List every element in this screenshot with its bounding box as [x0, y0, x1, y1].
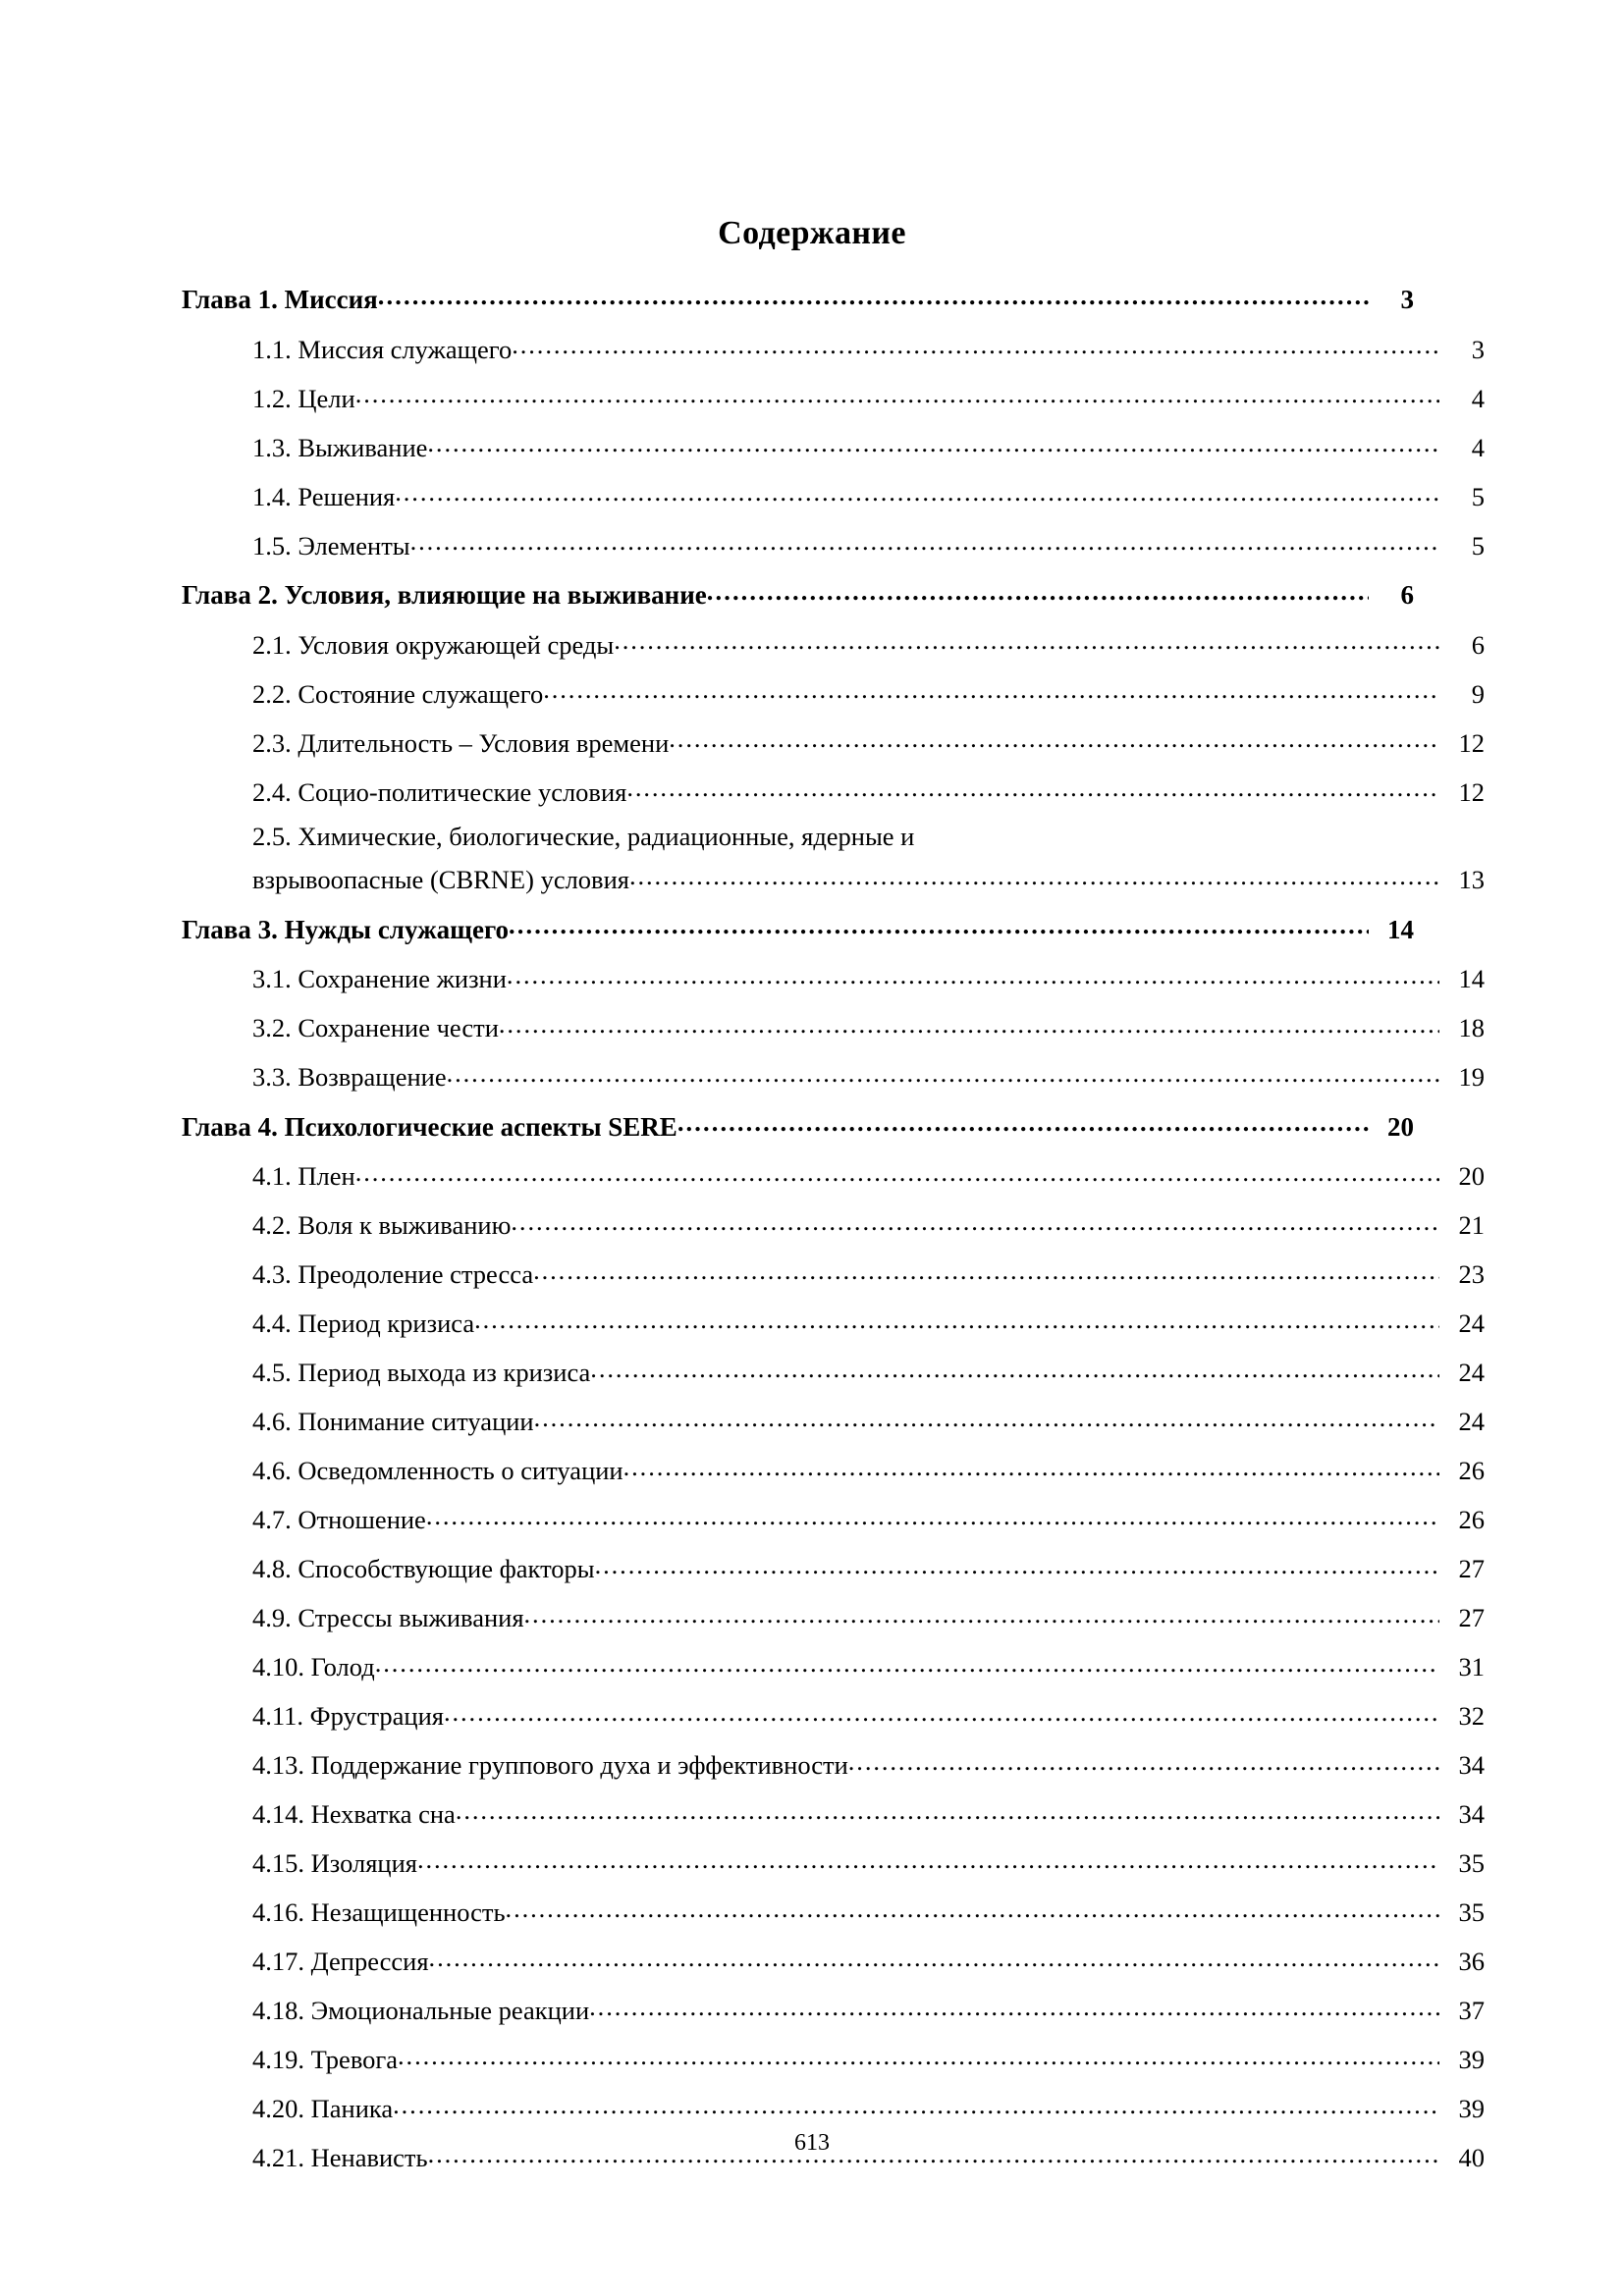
- toc-page-number: 19: [1458, 1062, 1485, 1092]
- toc-entry-label: Глава 4. Психологические аспекты SERE: [182, 1111, 677, 1142]
- toc-leader-dots: [848, 1748, 1439, 1775]
- toc-entry-label: 4.4. Период кризиса: [252, 1308, 475, 1338]
- toc-leader-dots: [626, 774, 1439, 801]
- toc-entry-label: 1.1. Миссия служащего: [252, 334, 513, 364]
- toc-entry-label: 4.19. Тревога: [252, 2045, 399, 2074]
- toc-entry-label: 4.18. Эмоциональные реакции: [252, 1996, 590, 2025]
- toc-entry[interactable]: [182, 1846, 1485, 1877]
- toc-page-number: 23: [1458, 1259, 1485, 1289]
- toc-entry[interactable]: [182, 1060, 1485, 1091]
- toc-page-number: 5: [1471, 481, 1485, 511]
- toc-entry[interactable]: [182, 1503, 1485, 1533]
- toc-entry[interactable]: [182, 725, 1485, 756]
- toc-leader-dots: [393, 2092, 1439, 2118]
- toc-page-number: 12: [1458, 776, 1485, 807]
- toc-entry-label: 4.2. Воля к выживанию: [252, 1210, 512, 1240]
- toc-page-number: 14: [1387, 914, 1414, 944]
- toc-leader-dots: [474, 1307, 1439, 1333]
- toc-entry[interactable]: [182, 577, 1414, 609]
- toc-leader-dots: [410, 528, 1439, 555]
- toc-entry-label: Глава 2. Условия, влияющие на выживание: [182, 580, 707, 610]
- toc-entry[interactable]: [182, 676, 1485, 707]
- toc-entry-label-continued: взрывоопасные (CBRNE) условия: [252, 865, 629, 894]
- toc-entry-label: 4.21. Ненависть: [252, 2143, 428, 2172]
- toc-entry-label: 3.2. Сохранение чести: [252, 1013, 499, 1042]
- toc-entry-label: 4.20. Паника: [252, 2094, 394, 2123]
- toc-leader-dots: [429, 1945, 1439, 1971]
- toc-entry-label: 4.15. Изоляция: [252, 1848, 417, 1878]
- toc-entry-label: 4.17. Депрессия: [252, 1947, 429, 1976]
- toc-page-number: 4: [1471, 383, 1485, 413]
- toc-leader-dots: [512, 332, 1439, 358]
- toc-entry-label: 2.3. Длительность – Условия времени: [252, 727, 670, 758]
- toc-entry[interactable]: [182, 282, 1414, 313]
- toc-leader-dots: [395, 479, 1439, 506]
- toc-entry[interactable]: [182, 1699, 1485, 1730]
- toc-page-number: 4: [1471, 432, 1485, 462]
- toc-entry[interactable]: [182, 1552, 1485, 1582]
- toc-leader-dots: [444, 1699, 1439, 1726]
- toc-leader-dots: [375, 1650, 1439, 1677]
- toc-leader-dots: [509, 912, 1369, 938]
- toc-entry-label: 4.16. Незащищенность: [252, 1897, 506, 1927]
- toc-entry-label: 4.6. Понимание ситуации: [252, 1407, 534, 1436]
- toc-entry[interactable]: [182, 2043, 1485, 2073]
- toc-entry[interactable]: [182, 1650, 1485, 1681]
- toc-entry-label: Глава 3. Нужды служащего: [182, 914, 510, 944]
- toc-entry[interactable]: [182, 430, 1485, 460]
- toc-leader-dots: [524, 1601, 1439, 1628]
- footer-page-number: 613: [794, 2130, 830, 2156]
- toc-leader-dots: [378, 282, 1369, 308]
- toc-entry[interactable]: [182, 1601, 1485, 1631]
- toc-leader-dots: [398, 2043, 1439, 2069]
- toc-entry[interactable]: [182, 2092, 1485, 2122]
- toc-leader-dots: [590, 1356, 1439, 1382]
- toc-leader-dots: [669, 725, 1439, 752]
- toc-entry-label: 3.3. Возвращение: [252, 1062, 447, 1092]
- toc-page-number: 39: [1458, 2045, 1485, 2074]
- toc-page-number: 14: [1458, 964, 1485, 993]
- toc-leader-dots: [543, 676, 1439, 703]
- toc-entry[interactable]: [182, 1994, 1485, 2024]
- toc-entry[interactable]: [182, 1454, 1485, 1484]
- toc-page-number: 3: [1471, 334, 1485, 364]
- toc-entry[interactable]: [182, 1356, 1485, 1386]
- toc-page-number: 34: [1458, 1750, 1485, 1780]
- toc-page-number: 27: [1458, 1554, 1485, 1583]
- toc-entry[interactable]: [182, 1208, 1485, 1239]
- toc-leader-dots: [533, 1257, 1439, 1284]
- toc-page-number: 24: [1458, 1407, 1485, 1436]
- toc-page-number: 26: [1458, 1505, 1485, 1534]
- toc-entry-label: 4.8. Способствующие факторы: [252, 1554, 595, 1583]
- toc-page-number: 34: [1458, 1799, 1485, 1829]
- toc-entry-label: 4.6. Осведомленность о ситуации: [252, 1456, 623, 1485]
- table-of-contents: [182, 282, 1485, 2190]
- toc-entry-label: 4.9. Стрессы выживания: [252, 1603, 524, 1632]
- toc-leader-dots: [589, 1994, 1439, 2020]
- toc-leader-dots: [427, 430, 1439, 456]
- toc-leader-dots: [506, 1896, 1439, 1922]
- toc-entry-label: 4.1. Плен: [252, 1161, 355, 1191]
- toc-entry[interactable]: [182, 824, 1485, 893]
- toc-entry-label: 2.2. Состояние служащего: [252, 678, 544, 709]
- toc-page-number: 20: [1387, 1111, 1414, 1142]
- toc-leader-dots: [417, 1846, 1439, 1873]
- toc-page-number: 12: [1458, 727, 1485, 758]
- toc-page-number: 6: [1400, 580, 1414, 610]
- toc-leader-dots: [426, 1503, 1439, 1529]
- toc-entry-label: 4.11. Фрустрация: [252, 1701, 444, 1731]
- toc-entry-label: 4.10. Голод: [252, 1652, 375, 1682]
- toc-page-number: 24: [1458, 1358, 1485, 1387]
- toc-page-number: 35: [1458, 1848, 1485, 1878]
- toc-entry-label: 4.13. Поддержание группового духа и эффективности: [252, 1750, 848, 1780]
- toc-entry-label: 1.2. Цели: [252, 383, 355, 413]
- toc-entry-label: 1.4. Решения: [252, 481, 396, 511]
- toc-entry[interactable]: [182, 962, 1485, 992]
- toc-entry-label: 2.1. Условия окружающей среды: [252, 629, 615, 660]
- toc-entry[interactable]: [182, 332, 1485, 362]
- toc-leader-dots: [447, 1060, 1439, 1087]
- toc-entry[interactable]: [182, 1109, 1414, 1141]
- toc-entry[interactable]: [182, 1748, 1485, 1779]
- toc-entry[interactable]: [182, 381, 1485, 411]
- toc-page-number: 39: [1458, 2094, 1485, 2123]
- toc-page-number: 36: [1458, 1947, 1485, 1976]
- toc-entry-label: 2.4. Социо-политические условия: [252, 776, 627, 807]
- toc-entry[interactable]: [182, 774, 1485, 805]
- toc-entry-label: 4.14. Нехватка сна: [252, 1799, 456, 1829]
- toc-page-number: 35: [1458, 1897, 1485, 1927]
- toc-entry[interactable]: [182, 1405, 1485, 1435]
- toc-page-number: 24: [1458, 1308, 1485, 1338]
- toc-page-number: 37: [1458, 1996, 1485, 2025]
- toc-leader-dots: [707, 577, 1369, 604]
- toc-entry[interactable]: [182, 1159, 1485, 1190]
- toc-entry[interactable]: [182, 912, 1414, 943]
- page-title: Содержание: [718, 214, 906, 251]
- toc-page-number: 21: [1458, 1210, 1485, 1240]
- toc-leader-dots: [499, 1011, 1439, 1038]
- toc-page-number: 31: [1458, 1652, 1485, 1682]
- toc-entry[interactable]: [182, 627, 1485, 658]
- toc-entry[interactable]: [182, 1307, 1485, 1337]
- toc-leader-dots: [629, 863, 1439, 889]
- toc-leader-dots: [456, 1797, 1439, 1824]
- toc-leader-dots: [511, 1208, 1439, 1235]
- toc-entry[interactable]: [182, 1945, 1485, 1975]
- toc-entry[interactable]: [182, 1257, 1485, 1288]
- toc-leader-dots: [677, 1109, 1369, 1136]
- toc-page-number: 13: [1458, 865, 1485, 894]
- toc-entry[interactable]: [182, 1011, 1485, 1041]
- toc-page-number: 26: [1458, 1456, 1485, 1485]
- toc-entry-label: 1.3. Выживание: [252, 432, 428, 462]
- toc-entry[interactable]: [182, 479, 1485, 509]
- toc-entry[interactable]: [182, 528, 1485, 559]
- toc-leader-dots: [595, 1552, 1439, 1578]
- toc-entry-label: 3.1. Сохранение жизни: [252, 964, 507, 993]
- toc-leader-dots: [507, 962, 1439, 988]
- toc-page-number: 20: [1458, 1161, 1485, 1191]
- toc-entry-label: 4.7. Отношение: [252, 1505, 426, 1534]
- toc-entry-label: 4.3. Преодоление стресса: [252, 1259, 534, 1289]
- toc-page-number: 32: [1458, 1701, 1485, 1731]
- toc-page-number: 18: [1458, 1013, 1485, 1042]
- toc-page-number: 9: [1471, 678, 1485, 709]
- toc-entry-label: 2.5. Химические, биологические, радиационные, ядерные и: [252, 822, 915, 851]
- toc-entry[interactable]: [182, 1797, 1485, 1828]
- toc-page-number: 27: [1458, 1603, 1485, 1632]
- toc-leader-dots: [534, 1405, 1439, 1431]
- toc-leader-dots: [623, 1454, 1439, 1480]
- toc-page-number: 6: [1471, 629, 1485, 660]
- toc-page-number: 40: [1458, 2143, 1485, 2172]
- toc-entry[interactable]: [182, 1896, 1485, 1926]
- toc-leader-dots: [614, 627, 1439, 654]
- toc-entry-label: Глава 1. Миссия: [182, 285, 378, 314]
- toc-page-number: 3: [1400, 285, 1414, 314]
- toc-entry-label: 4.5. Период выхода из кризиса: [252, 1358, 591, 1387]
- toc-leader-dots: [355, 1159, 1439, 1186]
- toc-leader-dots: [355, 381, 1439, 407]
- toc-entry-label: 1.5. Элементы: [252, 530, 410, 561]
- toc-page-number: 5: [1471, 530, 1485, 561]
